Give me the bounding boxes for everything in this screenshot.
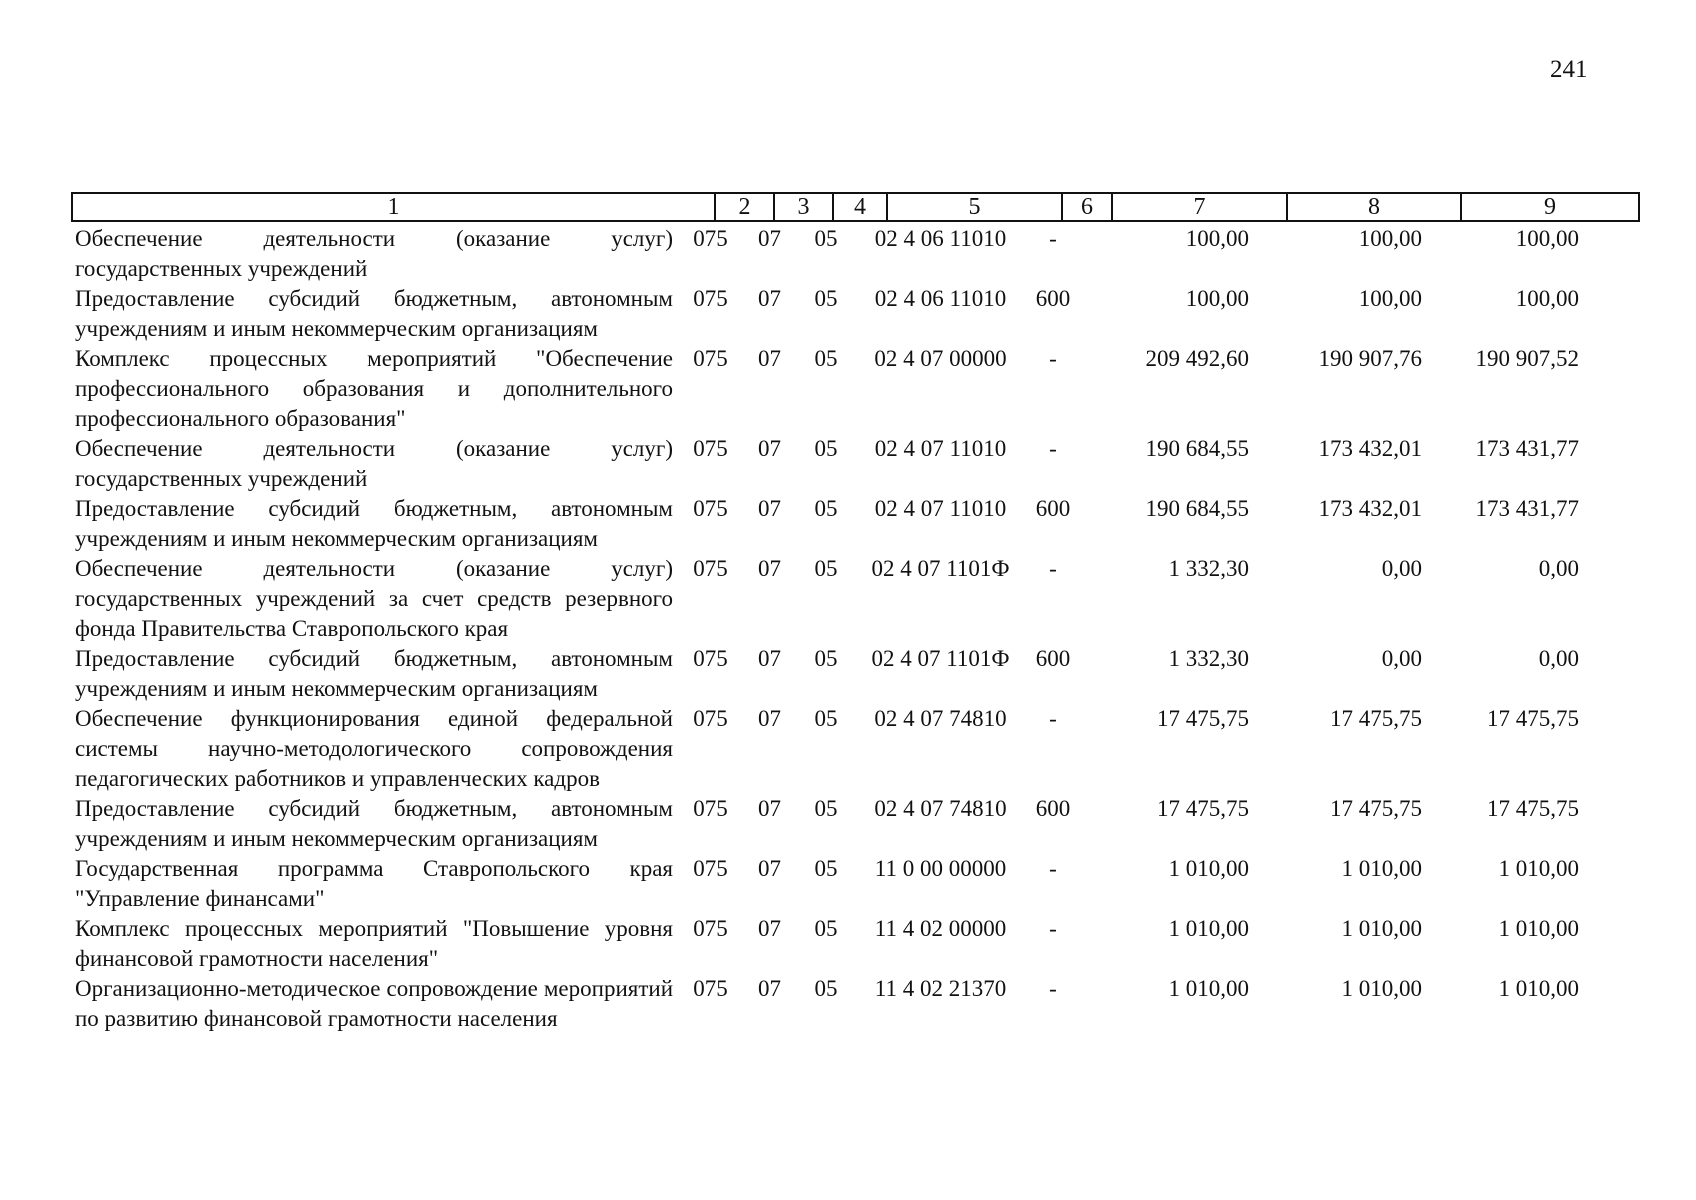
subsection-code: 05 — [814, 286, 838, 311]
target-article-code: 02 4 07 00000 — [874, 346, 1007, 371]
section-code: 07 — [758, 916, 781, 941]
expense-type-code: - — [1049, 556, 1057, 581]
target-article-code: 02 4 07 74810 — [874, 796, 1007, 821]
subsection-code: 05 — [814, 706, 838, 731]
table-row — [71, 704, 1638, 794]
ministry-code: 075 — [693, 856, 728, 881]
ministry-code: 075 — [693, 286, 728, 311]
header-col-2: 2 — [715, 193, 774, 221]
amount-year-3: 0,00 — [1538, 556, 1579, 581]
amount-year-3: 100,00 — [1515, 286, 1579, 311]
amount-year-2: 1 010,00 — [1341, 916, 1422, 941]
expense-type-code: 600 — [1035, 286, 1071, 311]
ministry-code: 075 — [693, 976, 728, 1001]
table-row — [71, 494, 1638, 554]
amount-year-2: 100,00 — [1358, 226, 1422, 251]
subsection-code: 05 — [814, 976, 838, 1001]
row-description: Обеспечение функционирования единой федеральной системы научно-методологического сопровождения педагогических работников и управленческих кадров — [75, 706, 673, 791]
subsection-code: 05 — [814, 916, 838, 941]
amount-year-1: 100,00 — [1185, 226, 1249, 251]
amount-year-3: 0,00 — [1538, 646, 1579, 671]
target-article-code: 02 4 07 11010 — [874, 496, 1007, 521]
amount-year-2: 1 010,00 — [1341, 856, 1422, 881]
amount-year-3: 1 010,00 — [1498, 856, 1579, 881]
header-col-9: 9 — [1461, 193, 1639, 221]
table-row — [71, 344, 1638, 434]
header-col-7: 7 — [1112, 193, 1287, 221]
expense-type-code: - — [1049, 706, 1057, 731]
ministry-code: 075 — [693, 796, 728, 821]
ministry-code: 075 — [693, 916, 728, 941]
target-article-code: 02 4 07 1101Ф — [871, 556, 1010, 581]
amount-year-2: 0,00 — [1381, 646, 1422, 671]
amount-year-2: 17 475,75 — [1330, 706, 1422, 731]
section-code: 07 — [758, 346, 781, 371]
ministry-code: 075 — [693, 496, 728, 521]
row-description: Государственная программа Ставропольского края "Управление финансами" — [75, 856, 673, 911]
amount-year-1: 100,00 — [1185, 286, 1249, 311]
amount-year-3: 17 475,75 — [1487, 706, 1579, 731]
row-description: Предоставление субсидий бюджетным, автономным учреждениям и иным некоммерческим организациям — [75, 646, 673, 701]
header-col-6: 6 — [1062, 193, 1112, 221]
page-number: 241 — [1550, 56, 1588, 83]
amount-year-1: 17 475,75 — [1157, 796, 1249, 821]
expense-type-code: - — [1049, 436, 1057, 461]
header-col-4: 4 — [833, 193, 887, 221]
section-code: 07 — [758, 436, 781, 461]
header-col-5: 5 — [887, 193, 1062, 221]
amount-year-1: 1 332,30 — [1168, 646, 1249, 671]
section-code: 07 — [758, 226, 781, 251]
ministry-code: 075 — [693, 646, 728, 671]
amount-year-3: 1 010,00 — [1498, 976, 1579, 1001]
amount-year-2: 190 907,76 — [1318, 346, 1422, 371]
subsection-code: 05 — [814, 496, 838, 521]
subsection-code: 05 — [814, 226, 838, 251]
section-code: 07 — [758, 706, 781, 731]
amount-year-1: 190 684,55 — [1145, 436, 1249, 461]
amount-year-2: 173 432,01 — [1318, 496, 1422, 521]
section-code: 07 — [758, 976, 781, 1001]
table-row — [71, 644, 1638, 704]
subsection-code: 05 — [814, 436, 838, 461]
header-col-1: 1 — [72, 193, 715, 221]
table-row — [71, 554, 1638, 644]
amount-year-2: 100,00 — [1358, 286, 1422, 311]
expense-type-code: - — [1049, 856, 1057, 881]
ministry-code: 075 — [693, 436, 728, 461]
amount-year-3: 1 010,00 — [1498, 916, 1579, 941]
amount-year-1: 1 010,00 — [1168, 976, 1249, 1001]
amount-year-3: 190 907,52 — [1475, 346, 1579, 371]
amount-year-3: 17 475,75 — [1487, 796, 1579, 821]
expense-type-code: - — [1049, 976, 1057, 1001]
amount-year-3: 173 431,77 — [1475, 436, 1579, 461]
subsection-code: 05 — [814, 346, 838, 371]
section-code: 07 — [758, 556, 781, 581]
target-article-code: 02 4 07 74810 — [874, 706, 1007, 731]
row-description: Обеспечение деятельности (оказание услуг) государственных учреждений за счет средств резервного фонда Правительства Ставропольского края — [75, 556, 673, 641]
expense-type-code: - — [1049, 226, 1057, 251]
table-row — [71, 284, 1638, 344]
amount-year-1: 1 332,30 — [1168, 556, 1249, 581]
header-col-3: 3 — [774, 193, 833, 221]
subsection-code: 05 — [814, 796, 838, 821]
amount-year-2: 173 432,01 — [1318, 436, 1422, 461]
budget-rows — [71, 224, 1638, 1034]
target-article-code: 11 0 00 00000 — [874, 856, 1007, 881]
row-description: Предоставление субсидий бюджетным, автономным учреждениям и иным некоммерческим организациям — [75, 286, 673, 341]
table-row — [71, 434, 1638, 494]
section-code: 07 — [758, 646, 781, 671]
expense-type-code: 600 — [1035, 796, 1071, 821]
section-code: 07 — [758, 286, 781, 311]
row-description: Обеспечение деятельности (оказание услуг) государственных учреждений — [75, 436, 673, 491]
amount-year-2: 1 010,00 — [1341, 976, 1422, 1001]
amount-year-2: 17 475,75 — [1330, 796, 1422, 821]
row-description: Обеспечение деятельности (оказание услуг) государственных учреждений — [75, 226, 673, 281]
target-article-code: 11 4 02 21370 — [874, 976, 1007, 1001]
ministry-code: 075 — [693, 226, 728, 251]
section-code: 07 — [758, 496, 781, 521]
amount-year-3: 173 431,77 — [1475, 496, 1579, 521]
target-article-code: 02 4 06 11010 — [874, 286, 1007, 311]
subsection-code: 05 — [814, 646, 838, 671]
expense-type-code: - — [1049, 346, 1057, 371]
ministry-code: 075 — [693, 706, 728, 731]
amount-year-1: 1 010,00 — [1168, 916, 1249, 941]
ministry-code: 075 — [693, 346, 728, 371]
amount-year-1: 190 684,55 — [1145, 496, 1249, 521]
table-row — [71, 974, 1638, 1034]
row-description: Комплекс процессных мероприятий "Обеспечение профессионального образования и дополнительного профессионального образования" — [75, 346, 673, 431]
subsection-code: 05 — [814, 556, 838, 581]
table-row — [71, 854, 1638, 914]
amount-year-1: 1 010,00 — [1168, 856, 1249, 881]
section-code: 07 — [758, 856, 781, 881]
ministry-code: 075 — [693, 556, 728, 581]
row-description: Предоставление субсидий бюджетным, автономным учреждениям и иным некоммерческим организациям — [75, 496, 673, 551]
amount-year-3: 100,00 — [1515, 226, 1579, 251]
table-row — [71, 914, 1638, 974]
expense-type-code: 600 — [1035, 646, 1071, 671]
amount-year-2: 0,00 — [1381, 556, 1422, 581]
table-row — [71, 224, 1638, 284]
amount-year-1: 209 492,60 — [1145, 346, 1249, 371]
column-number-header — [71, 192, 1640, 222]
target-article-code: 02 4 07 1101Ф — [871, 646, 1010, 671]
target-article-code: 02 4 07 11010 — [874, 436, 1007, 461]
table-row — [71, 794, 1638, 854]
expense-type-code: - — [1049, 916, 1057, 941]
target-article-code: 11 4 02 00000 — [874, 916, 1007, 941]
amount-year-1: 17 475,75 — [1157, 706, 1249, 731]
header-col-8: 8 — [1287, 193, 1461, 221]
row-description: Комплекс процессных мероприятий "Повышение уровня финансовой грамотности населения" — [75, 916, 673, 971]
row-description: Организационно-методическое сопровождение мероприятий по развитию финансовой грамотности населения — [75, 976, 673, 1031]
row-description: Предоставление субсидий бюджетным, автономным учреждениям и иным некоммерческим организациям — [75, 796, 673, 851]
subsection-code: 05 — [814, 856, 838, 881]
target-article-code: 02 4 06 11010 — [874, 226, 1007, 251]
expense-type-code: 600 — [1035, 496, 1071, 521]
section-code: 07 — [758, 796, 781, 821]
